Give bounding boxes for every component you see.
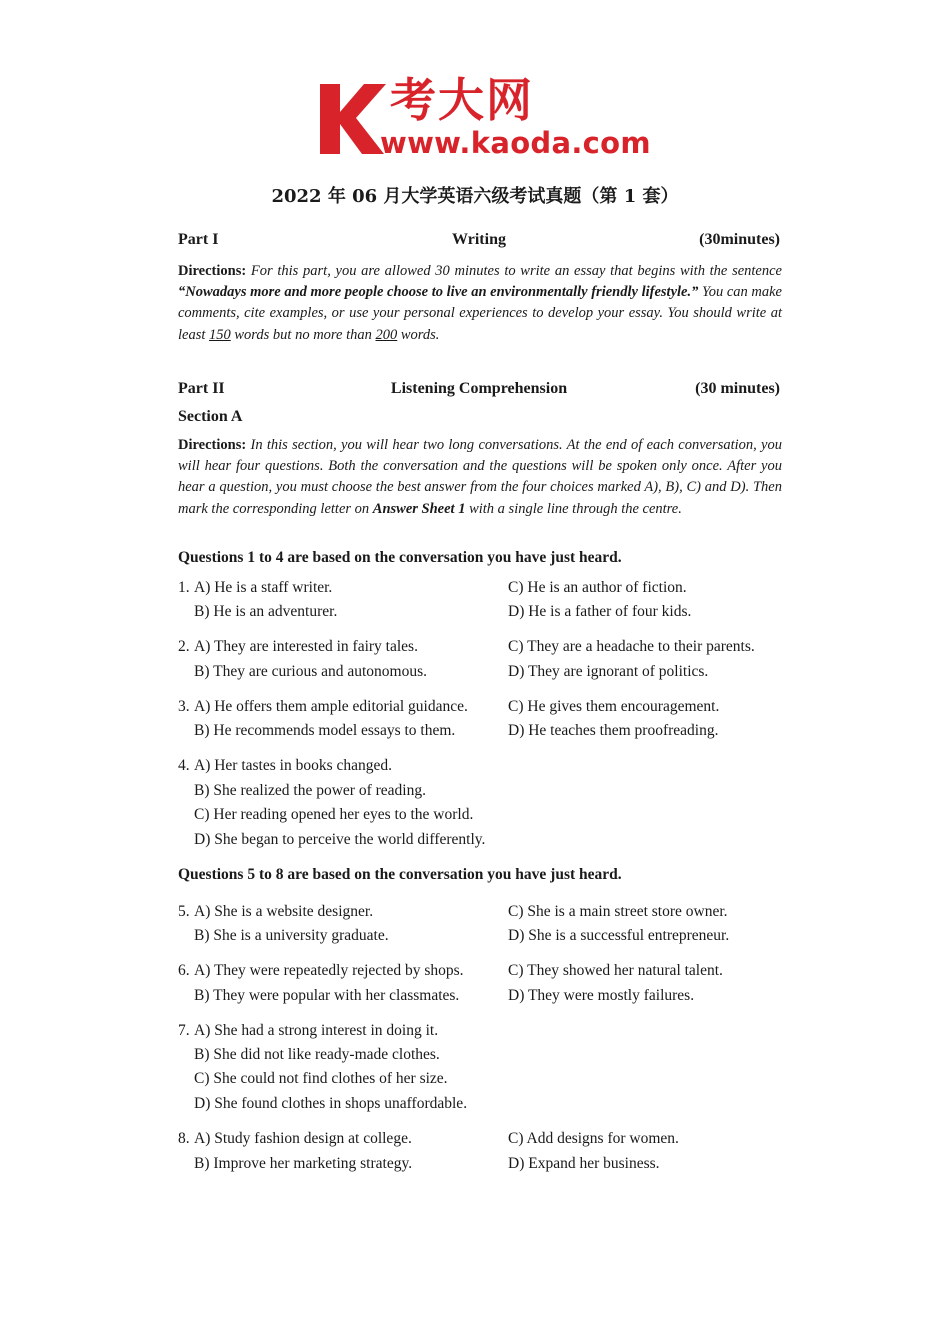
part-2-label: Part II xyxy=(178,380,225,397)
question-number: 8. xyxy=(178,1130,190,1147)
q6-option-d: D) They were mostly failures. xyxy=(508,987,695,1004)
answer-sheet-name: Answer Sheet 1 xyxy=(372,500,466,517)
q6-option-a: A) They were repeatedly rejected by shops. xyxy=(194,962,464,979)
q4-option-c: C) Her reading opened her eyes to the world. xyxy=(194,806,474,823)
max-word-count: 200 xyxy=(375,326,398,343)
part-2-time: (30 minutes) xyxy=(695,380,780,397)
directions-label: Directions: xyxy=(178,437,247,453)
question-group-1-heading: Questions 1 to 4 are based on the conversation you have just heard. xyxy=(178,549,622,566)
q7-option-b: B) She did not like ready-made clothes. xyxy=(194,1046,440,1063)
question-number: 5. xyxy=(178,903,190,920)
q4-option-b: B) She realized the power of reading. xyxy=(194,782,426,799)
q3-option-c: C) He gives them encouragement. xyxy=(508,698,720,715)
q1-option-b: B) He is an adventurer. xyxy=(194,603,338,620)
part-2-directions xyxy=(178,435,782,520)
question-number: 2. xyxy=(178,638,190,655)
logo-url-text: www.kaoda.com xyxy=(380,126,651,160)
q6-option-b: B) They were popular with her classmates. xyxy=(194,987,460,1004)
q7-option-d: D) She found clothes in shops unaffordable. xyxy=(194,1095,468,1112)
directions-text: For this part, you are allowed 30 minutes to write an essay that begins with the sentence xyxy=(246,263,782,279)
kaoda-k-logo-mark xyxy=(318,78,388,158)
q1-option-c: C) He is an author of fiction. xyxy=(508,579,687,596)
question-group-2-heading: Questions 5 to 8 are based on the conversation you have just heard. xyxy=(178,866,622,883)
q5-option-c: C) She is a main street store owner. xyxy=(508,903,728,920)
q6-option-c: C) They showed her natural talent. xyxy=(508,962,723,979)
q5-option-b: B) She is a university graduate. xyxy=(194,927,389,944)
q7-option-a: A) She had a strong interest in doing it. xyxy=(194,1022,439,1039)
directions-text: words but no more than xyxy=(230,326,376,343)
q3-option-a: A) He offers them ample editorial guidance. xyxy=(194,698,468,715)
q8-option-c: C) Add designs for women. xyxy=(508,1130,679,1147)
directions-text: with a single line through the centre. xyxy=(465,500,682,517)
q2-option-c: C) They are a headache to their parents. xyxy=(508,638,755,655)
directions-text: In this section, you will hear two long conversations. At the end of each conversation, you will hear four questions. Both the conversation and the questions will be spoken only once. After you hear a question, you must choose the best answer from the four choices marked A), B), C) and D). Then mark the corresponding letter on xyxy=(178,437,782,517)
part-2-header xyxy=(178,377,780,401)
part-1-name: Writing xyxy=(452,231,506,248)
part-2-name: Listening Comprehension xyxy=(390,380,568,397)
q8-option-d: D) Expand her business. xyxy=(508,1155,660,1172)
part-1-time: (30minutes) xyxy=(699,231,780,248)
essay-prompt-sentence: “Nowadays more and more people choose to live an environmentally friendly lifestyle.” xyxy=(178,284,699,301)
question-number: 6. xyxy=(178,962,190,979)
exam-title: 2022 年 06 月大学英语六级考试真题（第 1 套） xyxy=(271,186,679,207)
kaoda-logo xyxy=(318,72,651,164)
q3-option-d: D) He teaches them proofreading. xyxy=(508,722,719,739)
q8-option-a: A) Study fashion design at college. xyxy=(194,1130,412,1147)
logo-chinese-text: 考大网 xyxy=(390,73,534,127)
section-a-heading: Section A xyxy=(178,408,243,425)
q5-option-a: A) She is a website designer. xyxy=(194,903,374,920)
q2-option-b: B) They are curious and autonomous. xyxy=(194,663,428,680)
question-number: 7. xyxy=(178,1022,190,1039)
q4-option-a: A) Her tastes in books changed. xyxy=(194,757,393,774)
q4-option-d: D) She began to perceive the world differently. xyxy=(194,831,486,848)
q7-option-c: C) She could not find clothes of her size. xyxy=(194,1070,448,1087)
question-number: 1. xyxy=(178,579,190,596)
part-1-directions xyxy=(178,261,782,346)
part-1-header xyxy=(178,228,780,252)
q5-option-d: D) She is a successful entrepreneur. xyxy=(508,927,730,944)
q3-option-b: B) He recommends model essays to them. xyxy=(194,722,456,739)
q2-option-d: D) They are ignorant of politics. xyxy=(508,663,709,680)
directions-text: words. xyxy=(397,326,440,343)
question-number: 4. xyxy=(178,757,190,774)
q8-option-b: B) Improve her marketing strategy. xyxy=(194,1155,413,1172)
directions-text: You can make comments, cite examples, or use your personal experiences to develop your essay. You should write at least xyxy=(178,284,782,343)
question-number: 3. xyxy=(178,698,190,715)
q1-option-d: D) He is a father of four kids. xyxy=(508,603,692,620)
q2-option-a: A) They are interested in fairy tales. xyxy=(194,638,418,655)
min-word-count: 150 xyxy=(209,326,231,343)
q1-option-a: A) He is a staff writer. xyxy=(194,579,333,596)
part-1-label: Part I xyxy=(178,231,219,248)
directions-label: Directions: xyxy=(178,263,247,279)
